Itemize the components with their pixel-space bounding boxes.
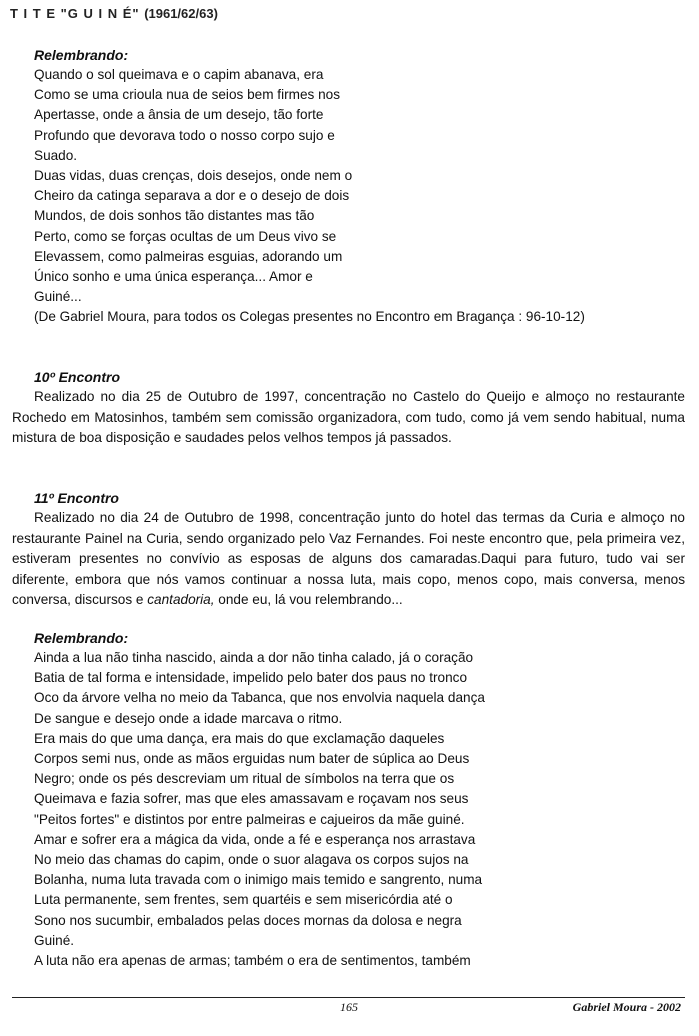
poem-line: Guiné... [34, 289, 82, 305]
poem-line: Cheiro da catinga separava a dor e o desejo de dois [34, 188, 350, 204]
poem-line: Suado. [34, 147, 78, 163]
poem-line: Corpos semi nus, onde as mãos erguidas num bater de súplica ao Deus [34, 751, 470, 767]
encounter-10-subhead: 10º Encontro [34, 369, 121, 385]
poem-line: Queimava e fazia sofrer, mas que eles amassavam e roçavam nos seus [34, 791, 469, 807]
encounter-11-text-a: Realizado no dia 24 de Outubro de 1998, concentração junto do hotel das termas da Curia e almoço no restaurante Painel na Curia, sendo organizado pelo Vaz Fernandes. Foi neste encontro que, pela primeira vez, estiveram presentes no convívio as esposas de alguns dos camaradas.Daqui para futuro, tudo vai ser diferente, embora que nós vamos continuar a nossa luta, mais copo, menos copo, mais conversa, menos conversa, discursos e [12, 510, 685, 608]
poem-section-2 [34, 628, 679, 971]
poem-line: Apertasse, onde a ânsia de um desejo, tão forte [34, 107, 324, 123]
poem-line: Mundos, de dois sonhos tão distantes mas tão [34, 208, 315, 224]
poem-1-subhead: Relembrando: [34, 47, 129, 63]
poem-line: Negro; onde os pés descreviam um ritual de símbolos na terra que os [34, 771, 455, 787]
poem-2-subhead: Relembrando: [34, 630, 129, 646]
encounter-11-text-b: onde eu, lá vou relembrando... [214, 592, 403, 608]
poem-line: Profundo que devorava todo o nosso corpo sujo e [34, 127, 335, 143]
poem-line: Oco da árvore velha no meio da Tabanca, que nos envolvia naquela dança [34, 690, 485, 706]
poem-line: Duas vidas, duas crenças, dois desejos, onde nem o [34, 168, 353, 184]
poem-line: Amar e sofrer era a mágica da vida, onde a fé e esperança nos arrastava [34, 831, 476, 847]
poem-line: (De Gabriel Moura, para todos os Colegas presentes no Encontro em Bragança : 96-10-12) [34, 309, 585, 325]
poem-line: Como se uma crioula nua de seios bem firmes nos [34, 87, 340, 103]
poem-line: A luta não era apenas de armas; também o era de sentimentos, também [34, 953, 471, 969]
poem-line: Ainda a lua não tinha nascido, ainda a dor não tinha calado, já o coração [34, 650, 474, 665]
poem-line: No meio das chamas do capim, onde o suor alagava os corpos sujos na [34, 852, 469, 868]
header-title: T I T E "G U I N É" [10, 6, 140, 21]
footer-author: Gabriel Moura - 2002 [572, 1000, 681, 1014]
poem-line: Único sonho e uma única esperança... Amor e [34, 269, 313, 285]
poem-line: "Peitos fortes" e distintos por entre palmeiras e cajueiros da mãe guiné. [34, 811, 465, 827]
poem-line: Batia de tal forma e intensidade, impelido pelo bater dos paus no tronco [34, 670, 468, 686]
poem-line: Guiné. [34, 932, 75, 948]
poem-line: Sono nos sucumbir, embalados pelas doces mornas da dolosa e negra [34, 912, 462, 928]
poem-line: Bolanha, numa luta travada com o inimigo mais temido e sangrento, numa [34, 872, 483, 888]
poem-line: De sangue e desejo onde a idade marcava o ritmo. [34, 710, 343, 726]
running-header [10, 6, 218, 21]
encounter-10-section [12, 367, 685, 449]
poem-2-lines [34, 648, 679, 971]
poem-line: Era mais do que uma dança, era mais do que exclamação daqueles [34, 730, 445, 746]
header-year: (1961/62/63) [144, 6, 218, 21]
poem-1-lines [34, 65, 679, 328]
footer-rule [12, 997, 685, 998]
page-number: 165 [340, 1000, 358, 1014]
encounter-11-text-italic: cantadoria, [147, 592, 215, 608]
poem-line: Quando o sol queimava e o capim abanava, era [34, 67, 324, 82]
encounter-11-subhead: 11º Encontro [34, 490, 119, 506]
poem-line: Luta permanente, sem frentes, sem quartéis e sem misericórdia até o [34, 892, 453, 908]
poem-section-1 [34, 45, 679, 328]
encounter-11-section [12, 488, 685, 611]
encounter-11-text [12, 508, 685, 611]
poem-line: Elevassem, como palmeiras esguias, adorando um [34, 248, 343, 264]
poem-line: Perto, como se forças ocultas de um Deus vivo se [34, 228, 337, 244]
encounter-10-text: Realizado no dia 25 de Outubro de 1997, concentração no Castelo do Queijo e almoço no restaurante Rochedo em Matosinhos, também sem comissão organizadora, com tudo, como já vem sendo habitual, numa mistura de boa disposição e saudades pelos velhos tempos já passados. [12, 389, 685, 446]
